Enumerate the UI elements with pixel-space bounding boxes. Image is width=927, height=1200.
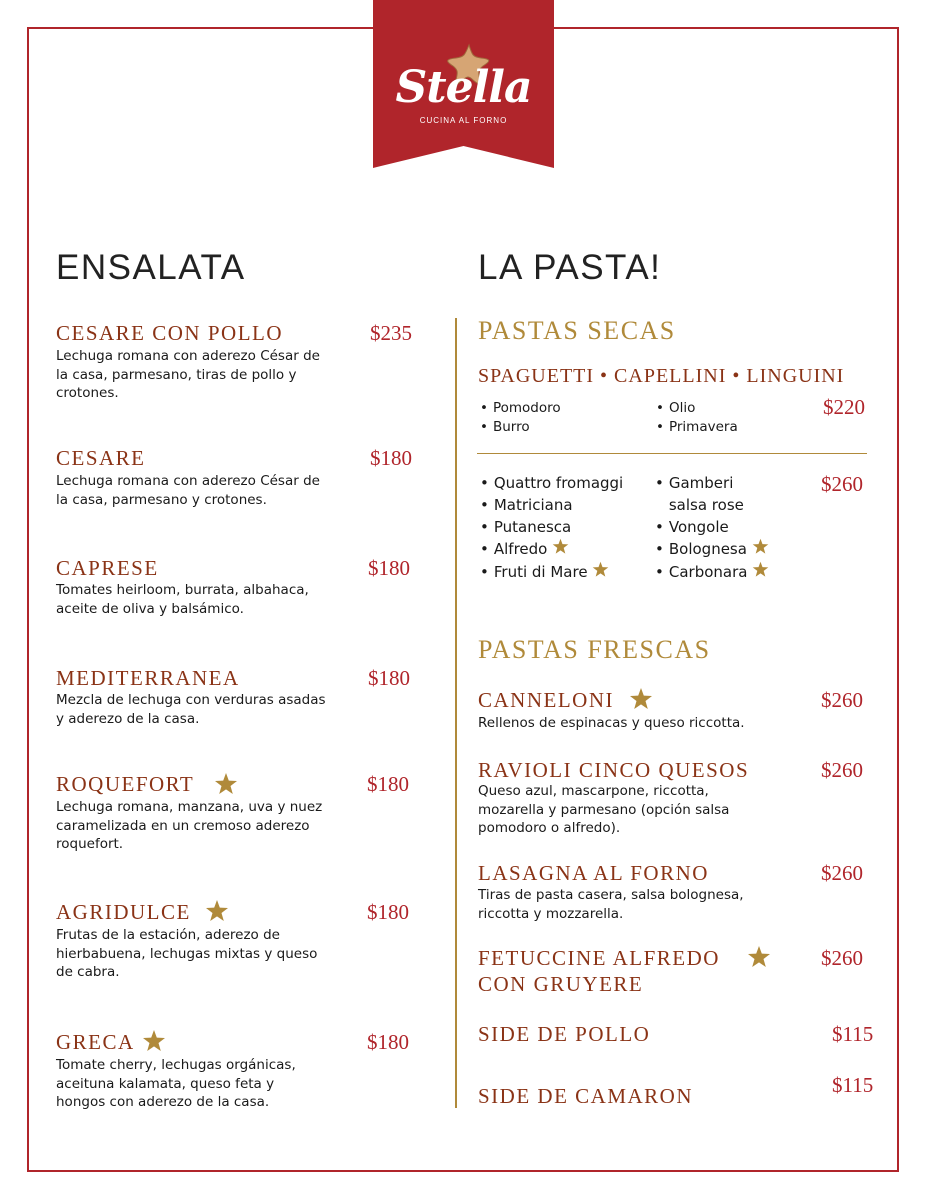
item-price: $180: [370, 446, 412, 470]
item-price: $180: [368, 556, 410, 580]
list-item: • Carbonara: [655, 561, 769, 584]
column-divider: [455, 318, 457, 1108]
item-description: Frutas de la estación, aderezo de hierbabuena, lechugas mixtas y queso de cabra.: [56, 927, 318, 980]
secas-group1-col1: [480, 399, 561, 436]
pasta-types-subtitle: SPAGUETTI • CAPELLINI • LINGUINI: [478, 365, 845, 387]
item-price: $180: [367, 900, 409, 924]
divider: [477, 453, 867, 454]
item-price: $180: [368, 666, 410, 690]
pastas-frescas-title: PASTAS FRESCAS: [478, 635, 711, 664]
list-item: • Burro: [480, 418, 530, 435]
item-price: $260: [821, 946, 863, 970]
list-item: • Vongole: [655, 518, 729, 536]
brand-name: Stella: [395, 62, 532, 113]
item-price: $115: [832, 1022, 874, 1046]
item-price: $180: [367, 772, 409, 796]
list-item: • Putanesca: [480, 518, 572, 536]
list-item: • Primavera: [656, 418, 738, 435]
secas-group1-col2: [656, 399, 738, 436]
item-price: $260: [821, 472, 863, 496]
item-description: Tiras de pasta casera, salsa bolognesa, riccotta y mozzarella.: [478, 887, 744, 922]
item-name: SIDE DE CAMARON: [478, 1084, 694, 1108]
list-item: • Fruti di Mare: [480, 561, 623, 584]
item-name-line2: CON GRUYERE: [478, 972, 644, 996]
item-name: FETUCCINE ALFREDO: [478, 946, 720, 970]
list-item: • Quattro fromaggi: [480, 474, 624, 492]
chef-star-icon: [205, 899, 229, 927]
item-name: CESARE: [56, 446, 146, 470]
chef-star-icon: [752, 561, 769, 584]
item-name: CANNELONI: [478, 688, 614, 712]
item-price: $115: [832, 1073, 874, 1097]
chef-star-icon: [629, 687, 653, 715]
item-name: LASAGNA AL FORNO: [478, 861, 709, 885]
list-item: • Bolognesa: [655, 538, 769, 561]
chef-star-icon: [142, 1029, 166, 1057]
item-name: GRECA: [56, 1030, 135, 1054]
chef-star-icon: [214, 772, 238, 800]
item-name: CESARE CON POLLO: [56, 321, 284, 345]
list-item: • Pomodoro: [480, 400, 561, 416]
list-item: • Alfredo: [480, 538, 623, 561]
item-name: AGRIDULCE: [56, 900, 191, 924]
chef-star-icon: [747, 945, 771, 973]
secas-group2-col2: [655, 472, 769, 584]
item-price: $260: [821, 758, 863, 782]
item-name: SIDE DE POLLO: [478, 1022, 651, 1046]
secas-group2-col1: [480, 472, 623, 584]
item-description: Lechuga romana, manzana, uva y nuez caramelizada en un cremoso aderezo roquefort.: [56, 799, 323, 852]
item-description: Lechuga romana con aderezo César de la casa, parmesano y crotones.: [56, 473, 320, 508]
item-price: $260: [821, 861, 863, 885]
item-price: $235: [370, 321, 412, 345]
item-name: ROQUEFORT: [56, 772, 195, 796]
item-description: Tomates heirloom, burrata, albahaca, aceite de oliva y balsámico.: [56, 582, 309, 617]
item-description: Lechuga romana con aderezo César de la casa, parmesano, tiras de pollo y crotones.: [56, 348, 320, 401]
chef-star-icon: [752, 538, 769, 561]
item-price: $220: [823, 395, 865, 419]
item-description: Tomate cherry, lechugas orgánicas, aceituna kalamata, queso feta y hongos con aderezo de la casa.: [56, 1057, 296, 1110]
item-price: $260: [821, 688, 863, 712]
item-name: RAVIOLI CINCO QUESOS: [478, 758, 750, 782]
chef-star-icon: [592, 561, 609, 584]
item-price: $180: [367, 1030, 409, 1054]
item-name: CAPRESE: [56, 556, 159, 580]
pastas-secas-title: PASTAS SECAS: [478, 316, 676, 345]
ensalata-title: ENSALATA: [56, 248, 246, 287]
item-name: MEDITERRANEA: [56, 666, 240, 690]
item-description: Rellenos de espinacas y queso riccotta.: [478, 715, 745, 731]
list-item: • Olio: [656, 400, 696, 416]
item-description: Mezcla de lechuga con verduras asadas y aderezo de la casa.: [56, 692, 326, 727]
list-item: • Matriciana: [480, 496, 573, 514]
pasta-title: LA PASTA!: [478, 248, 662, 287]
brand-subtitle: CUCINA AL FORNO: [419, 116, 508, 125]
list-item: • Gamberi: [655, 474, 734, 492]
list-item: salsa rose: [668, 496, 744, 514]
item-description: Queso azul, mascarpone, riccotta, mozarella y parmesano (opción salsa pomodoro o alfredo).: [478, 783, 730, 836]
chef-star-icon: [552, 538, 569, 561]
